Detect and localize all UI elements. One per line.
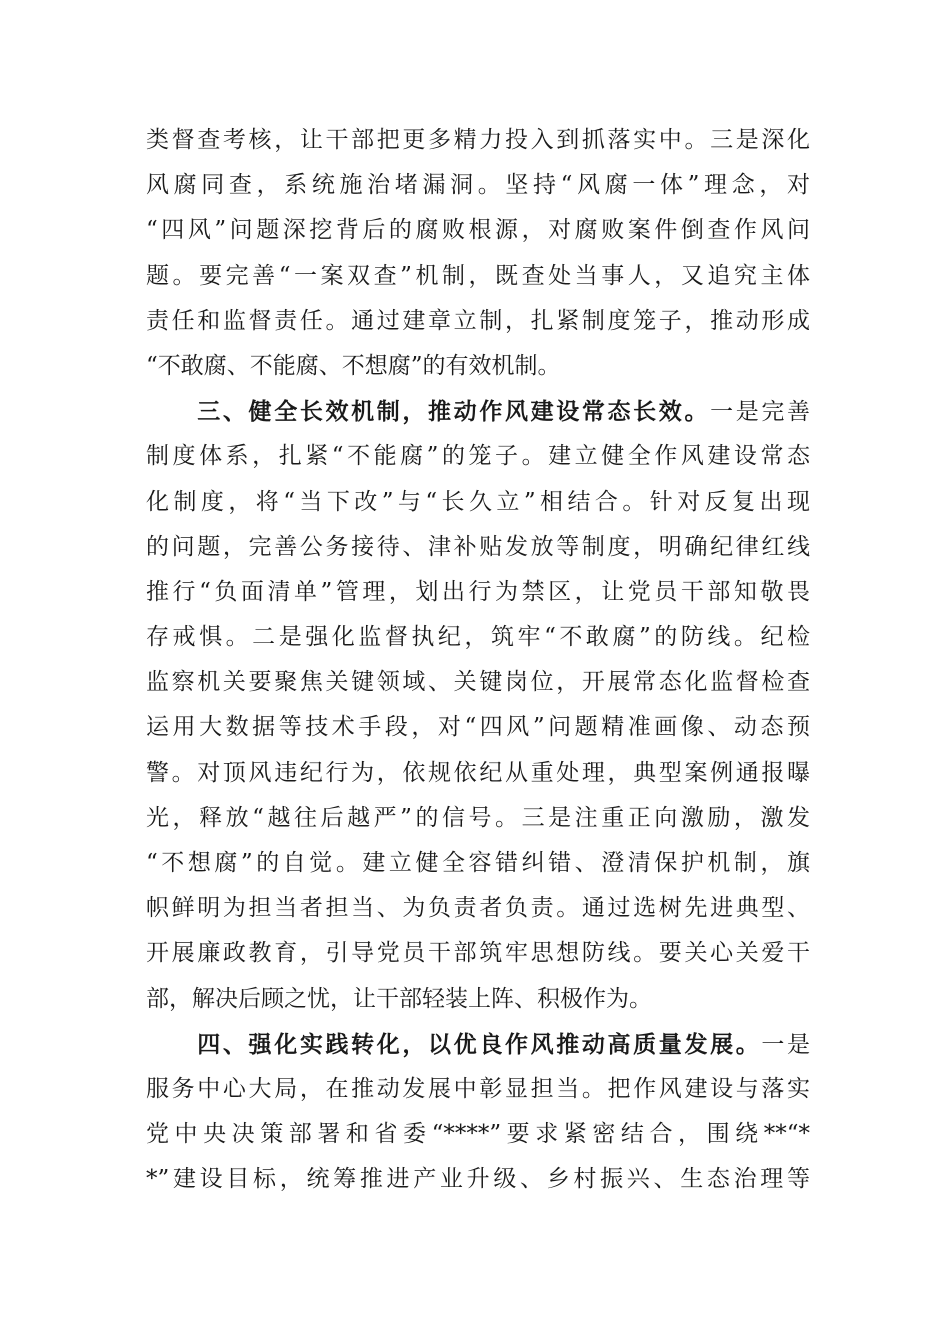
line-text: 风腐同查，系统施治堵漏洞。坚持“风腐一体”理念，对 (146, 172, 810, 199)
text-line (146, 389, 810, 434)
text-line (146, 570, 810, 615)
text-line (146, 705, 810, 750)
text-line (146, 751, 810, 796)
body-text (146, 118, 810, 1203)
line-text: “不想腐”的自觉。建立健全容错纠错、澄清保护机制，旗 (146, 850, 810, 876)
line-text: 化制度，将“当下改”与“长久立”相结合。针对反复出现 (146, 488, 810, 515)
line-text: 服务中心大局，在推动发展中彰显担当。把作风建设与落实 (146, 1075, 810, 1102)
line-text: 推行“负面清单”管理，划出行为禁区，让党员干部知敬畏 (146, 578, 810, 605)
text-line (146, 434, 810, 479)
line-text: 光，释放“越往后越严”的信号。三是注重正向激励，激发 (146, 804, 810, 831)
line-text: 存戒惧。二是强化监督执纪，筑牢“不敢腐”的防线。纪检 (146, 624, 810, 651)
line-text: 部，解决后顾之忧，让干部轻装上阵、积极作为。 (146, 985, 652, 1012)
text-line (146, 254, 810, 299)
text-line (146, 344, 810, 389)
text-line (146, 480, 810, 525)
text-line (146, 1112, 810, 1157)
line-text: 监察机关要聚焦关键领域、关键岗位，开展常态化监督检查 (146, 669, 810, 696)
line-text: 运用大数据等技术手段，对“四风”问题精准画像、动态预 (146, 714, 810, 741)
line-text: 题。要完善“一案双查”机制，既查处当事人，又追究主体 (146, 262, 810, 289)
line-text: 类督查考核，让干部把更多精力投入到抓落实中。三是深化 (146, 127, 810, 153)
text-line (146, 208, 810, 253)
line-text: 帜鲜明为担当者担当、为负责者负责。通过选树先进典型、 (146, 895, 810, 922)
line-text: 一是 (761, 1031, 810, 1058)
line-text: 制度体系，扎紧“不能腐”的笼子。建立健全作风建设常态 (146, 443, 810, 470)
text-line (146, 525, 810, 570)
text-line (146, 886, 810, 931)
line-text: 警。对顶风违纪行为，依规依纪从重处理，典型案例通报曝 (146, 759, 810, 786)
line-text: 党中央决策部署和省委“****”要求紧密结合，围绕**“* (146, 1121, 810, 1148)
line-text: “不敢腐、不能腐、不想腐”的有效机制。 (146, 352, 561, 379)
text-line (146, 796, 810, 841)
line-text: *”建设目标，统筹推进产业升级、乡村振兴、生态治理等 (146, 1166, 810, 1193)
text-line (146, 118, 810, 163)
line-text: “四风”问题深挖背后的腐败根源，对腐败案件倒查作风问 (146, 217, 810, 244)
line-text: 开展廉政教育，引导党员干部筑牢思想防线。要关心关爱干 (146, 940, 810, 967)
line-text: 的问题，完善公务接待、津补贴发放等制度，明确纪律红线 (146, 533, 810, 560)
text-line (146, 1022, 810, 1067)
line-text: 责任和监督责任。通过建章立制，扎紧制度笼子，推动形成 (146, 307, 810, 334)
text-line (146, 615, 810, 660)
text-line (146, 931, 810, 976)
text-line (146, 299, 810, 344)
text-line (146, 1067, 810, 1112)
section-heading: 三、健全长效机制，推动作风建设常态长效。 (146, 398, 711, 426)
section-heading: 四、强化实践转化，以优良作风推动高质量发展。 (146, 1030, 762, 1058)
text-line (146, 1157, 810, 1202)
text-line (146, 660, 810, 705)
text-line (146, 977, 810, 1022)
line-text: 一是完善 (710, 399, 810, 426)
text-line (146, 163, 810, 208)
text-line (146, 841, 810, 886)
